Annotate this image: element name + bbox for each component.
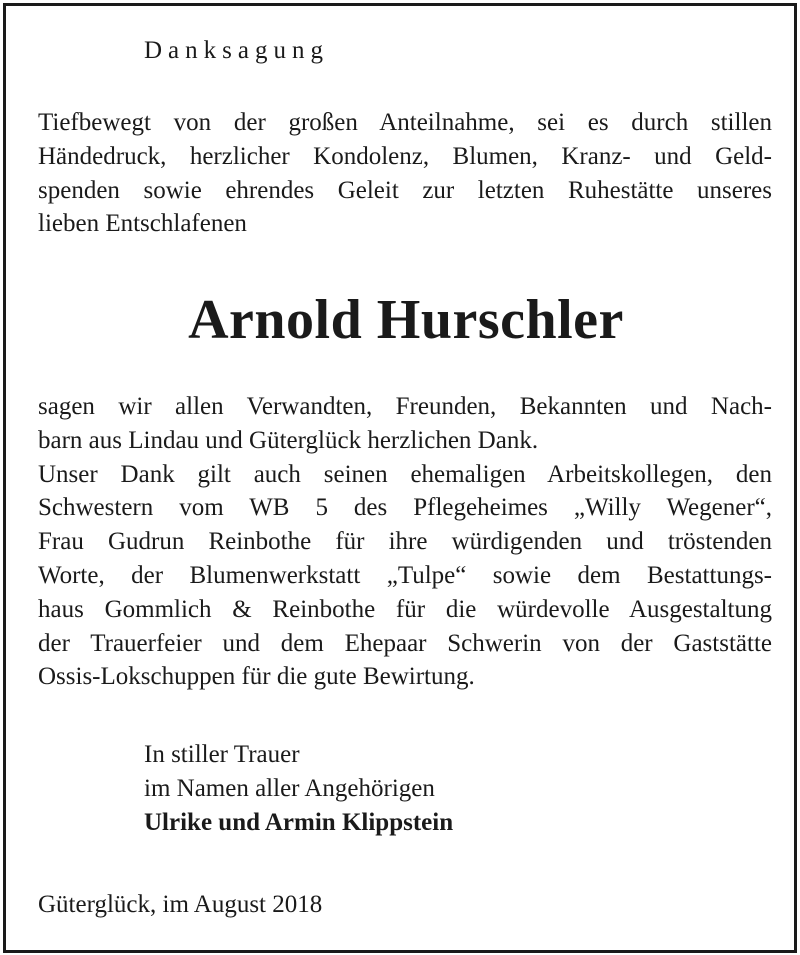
thanks-line: Ossis-Lokschuppen für die gute Bewirtung. [38,663,475,691]
signers-names: Ulrike und Armin Klippstein [144,808,454,836]
intro-line: spenden sowie ehrendes Geleit zur letzten Ruhestätte unseres [38,176,772,204]
mourning-line: In stiller Trauer [144,741,300,768]
thanks-line: Frau Gudrun Reinbothe für ihre würdigenden und tröstenden [38,528,772,556]
thanks-line: Worte, der Blumenwerkstatt „Tulpe“ sowie dem Bestattungs- [38,561,772,589]
intro-line: lieben Entschlafenen [38,210,247,238]
obituary-notice [3,3,797,953]
thanks-paragraph [38,390,772,694]
relatives-line: im Namen aller Angehörigen [144,774,435,802]
intro-line: Tiefbewegt von der großen Anteilnahme, sei es durch stillen [38,109,772,136]
notice-heading: Danksagung [144,37,329,64]
thanks-line: sagen wir allen Verwandten, Freunden, Bekannten und Nach- [38,393,772,420]
thanks-line: Schwestern vom WB 5 des Pflegeheimes „Willy Wegener“, [38,494,772,522]
deceased-name: Arnold Hurschler [188,289,624,351]
thanks-line: haus Gommlich & Reinbothe für die würdevolle Ausgestaltung [38,595,772,623]
intro-paragraph [38,106,772,241]
thanks-line: Unser Dank gilt auch seinen ehemaligen Arbeitskollegen, den [38,460,772,488]
intro-line: Händedruck, herzlicher Kondolenz, Blumen, Kranz- und Geld- [38,142,772,170]
signature-block [144,738,453,839]
place-date: Güterglück, im August 2018 [38,891,323,918]
thanks-line: barn aus Lindau und Güterglück herzlichen Dank. [38,426,539,454]
thanks-line: der Trauerfeier und dem Ehepaar Schwerin von der Gaststätte [38,629,772,657]
